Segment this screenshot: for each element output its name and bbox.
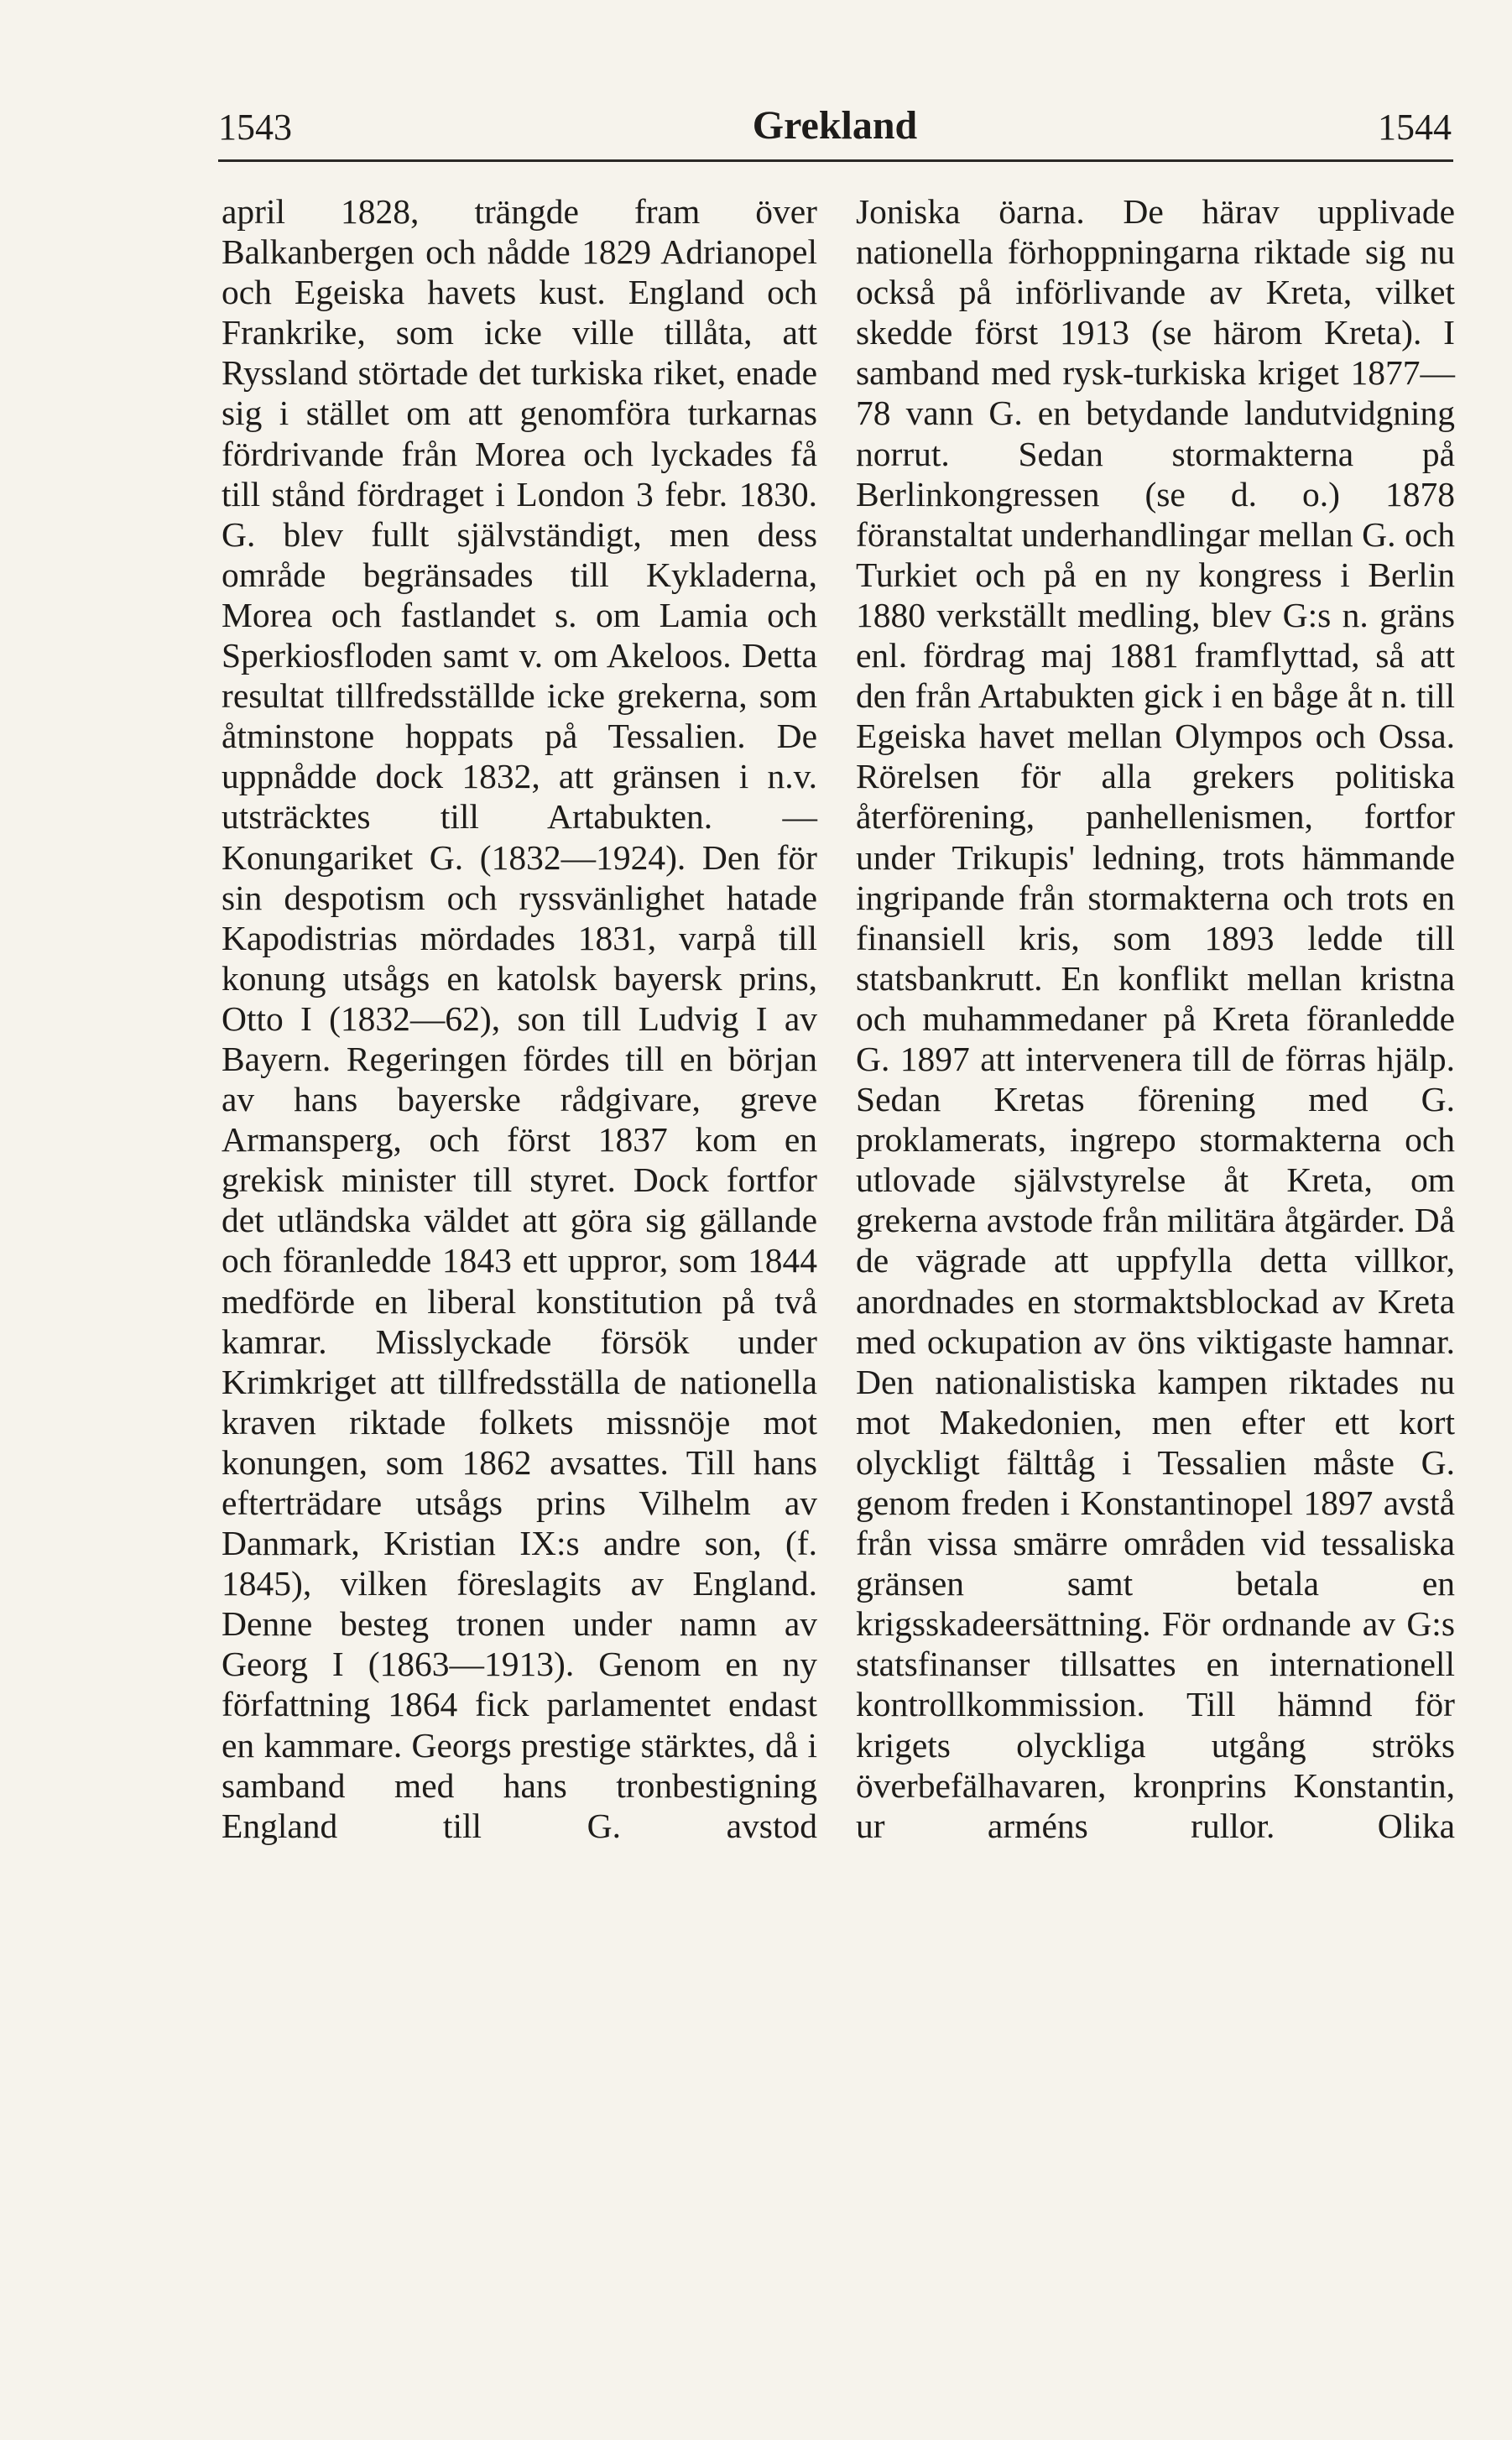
page-number-right: 1544 — [1378, 107, 1452, 148]
header-rule — [218, 159, 1453, 162]
page-header — [218, 94, 1452, 153]
column-right-text: Joniska öarna. De härav upplivade nationella förhoppningarna riktade sig nu också på införlivande av Kreta, vilket skedde först 1913 (se härom Kreta). I samband med rysk-turkiska kriget 1877—78 vann G. en betydande landutvidgning norrut. Sedan stormakterna på Berlinkongressen (se d. o.) 1878 föranstaltat underhandlingar mellan G. och Turkiet och på en ny kongress i Berlin 1880 verkställt medling, blev G:s n. gräns enl. fördrag maj 1881 framflyttad, så att den från Artabukten gick i en båge åt n. till Egeiska havet mellan Olympos och Ossa. Rörelsen för alla grekers politiska återförening, panhellenismen, fortfor under Trikupis' ledning, trots hämmande ingripande från stormakterna och trots en finansiell kris, som 1893 ledde till statsbankrutt. En konflikt mellan kristna och muhammedaner på Kreta föranledde G. 1897 att intervenera till de förras hjälp. Sedan Kretas förening med G. proklamerats, ingrepo stormakterna och utlovade självstyrelse åt Kreta, om grekerna avstode från militära åtgärder. Då de vägrade att uppfylla detta villkor, anordnades en stormaktsblockad av Kreta med ockupation av öns viktigaste hamnar. Den nationalistiska kampen riktades nu mot Makedonien, men efter ett kort olyckligt fälttåg i Tessalien måste G. genom freden i Konstantinopel 1897 avstå från vissa smärre områden vid tessaliska gränsen samt betala en krigsskadeersättning. För ordnande av G:s statsfinanser tillsattes en internationell kontrollkommission. Till hämnd för krigets olyckliga utgång ströks överbefälhavaren, kronprins Konstantin, ur arméns rullor. Olika — [856, 192, 1455, 1845]
text-column-right — [856, 191, 1455, 1846]
running-title: Grekland — [752, 103, 918, 148]
column-left-text: april 1828, trängde fram över Balkanbergen och nådde 1829 Adrianopel och Egeiska havets kust. England och Frankrike, som icke ville tillåta, att Ryssland störtade det turkiska riket, enade sig i stället om att genomföra turkarnas fördrivande från Morea och lyckades få till stånd fördraget i London 3 febr. 1830. G. blev fullt självständigt, men dess område begränsades till Kykladerna, Morea och fastlandet s. om Lamia och Sperkiosfloden samt v. om Akeloos. Detta resultat tillfredsställde icke grekerna, som åtminstone hoppats på Tessalien. De uppnådde dock 1832, att gränsen i n.v. utsträcktes till Artabukten. — Konungariket G. (1832—1924). Den för sin despotism och ryssvänlighet hatade Kapodistrias mördades 1831, varpå till konung utsågs en katolsk bayersk prins, Otto I (1832—62), son till Ludvig I av Bayern. Regeringen fördes till en början av hans bayerske rådgivare, greve Armansperg, och först 1837 kom en grekisk minister till styret. Dock fortfor det utländska väldet att göra sig gällande och föranledde 1843 ett uppror, som 1844 medförde en liberal konstitution på två kamrar. Misslyckade försök under Krimkriget att tillfredsställa de nationella kraven riktade folkets missnöje mot konungen, som 1862 avsattes. Till hans efterträdare utsågs prins Vilhelm av Danmark, Kristian IX:s andre son, (f. 1845), vilken föreslagits av England. Denne besteg tronen under namn av Georg I (1863—1913). Genom en ny författning 1864 fick parlamentet endast en kammare. Georgs prestige stärktes, då i samband med hans tronbestigning England till G. avstod — [222, 192, 817, 1845]
page-number-left: 1543 — [218, 107, 292, 148]
text-column-left — [222, 191, 817, 1846]
